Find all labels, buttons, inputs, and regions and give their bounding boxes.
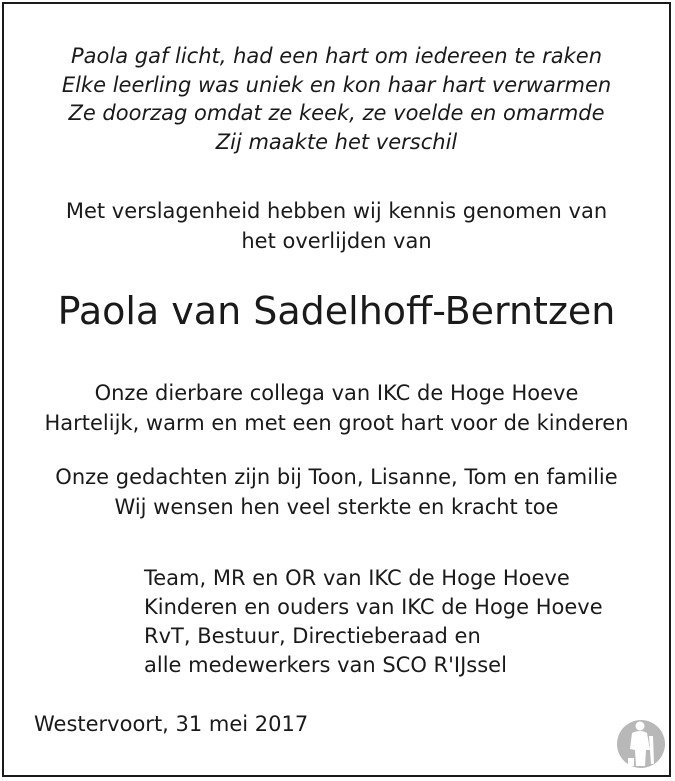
signer-line: Kinderen en ouders van IKC de Hoge Hoeve — [144, 595, 603, 619]
signer-line: RvT, Bestuur, Directieberaad en — [144, 624, 481, 648]
signer-line: alle medewerkers van SCO R'IJssel — [144, 653, 507, 677]
poem — [4, 42, 669, 156]
memorial-figure-icon — [616, 716, 666, 770]
intro-line: het overlijden van — [241, 229, 432, 253]
intro-line: Met verslagenheid hebben wij kennis genomen van — [65, 199, 608, 223]
condolence-text — [4, 462, 669, 522]
tribute-line: Onze dierbare collega van IKC de Hoge Hoeve — [94, 381, 579, 405]
tribute-line: Hartelijk, warm en met een groot hart voor de kinderen — [44, 411, 629, 435]
poem-line: Zij maakte het verschil — [215, 129, 458, 154]
poem-line: Paola gaf licht, had een hart om iedereen te raken — [70, 44, 603, 68]
place-date: Westervoort, 31 mei 2017 — [34, 712, 309, 736]
deceased-name: Paola van Sadelhoff-Berntzen — [57, 289, 616, 333]
signer-line: Team, MR en OR van IKC de Hoge Hoeve — [144, 566, 570, 590]
condolence-line: Wij wensen hen veel sterkte en kracht toe — [114, 495, 559, 519]
poem-line: Ze doorzag omdat ze keek, ze voelde en omarmde — [68, 101, 605, 125]
signers — [144, 564, 603, 680]
condolence-line: Onze gedachten zijn bij Toon, Lisanne, Tom en familie — [55, 465, 618, 489]
tribute-text — [4, 378, 669, 438]
poem-line: Elke leerling was uniek en kon haar hart verwarmen — [61, 72, 612, 97]
announcement-frame — [2, 2, 671, 777]
intro-text — [4, 196, 669, 256]
